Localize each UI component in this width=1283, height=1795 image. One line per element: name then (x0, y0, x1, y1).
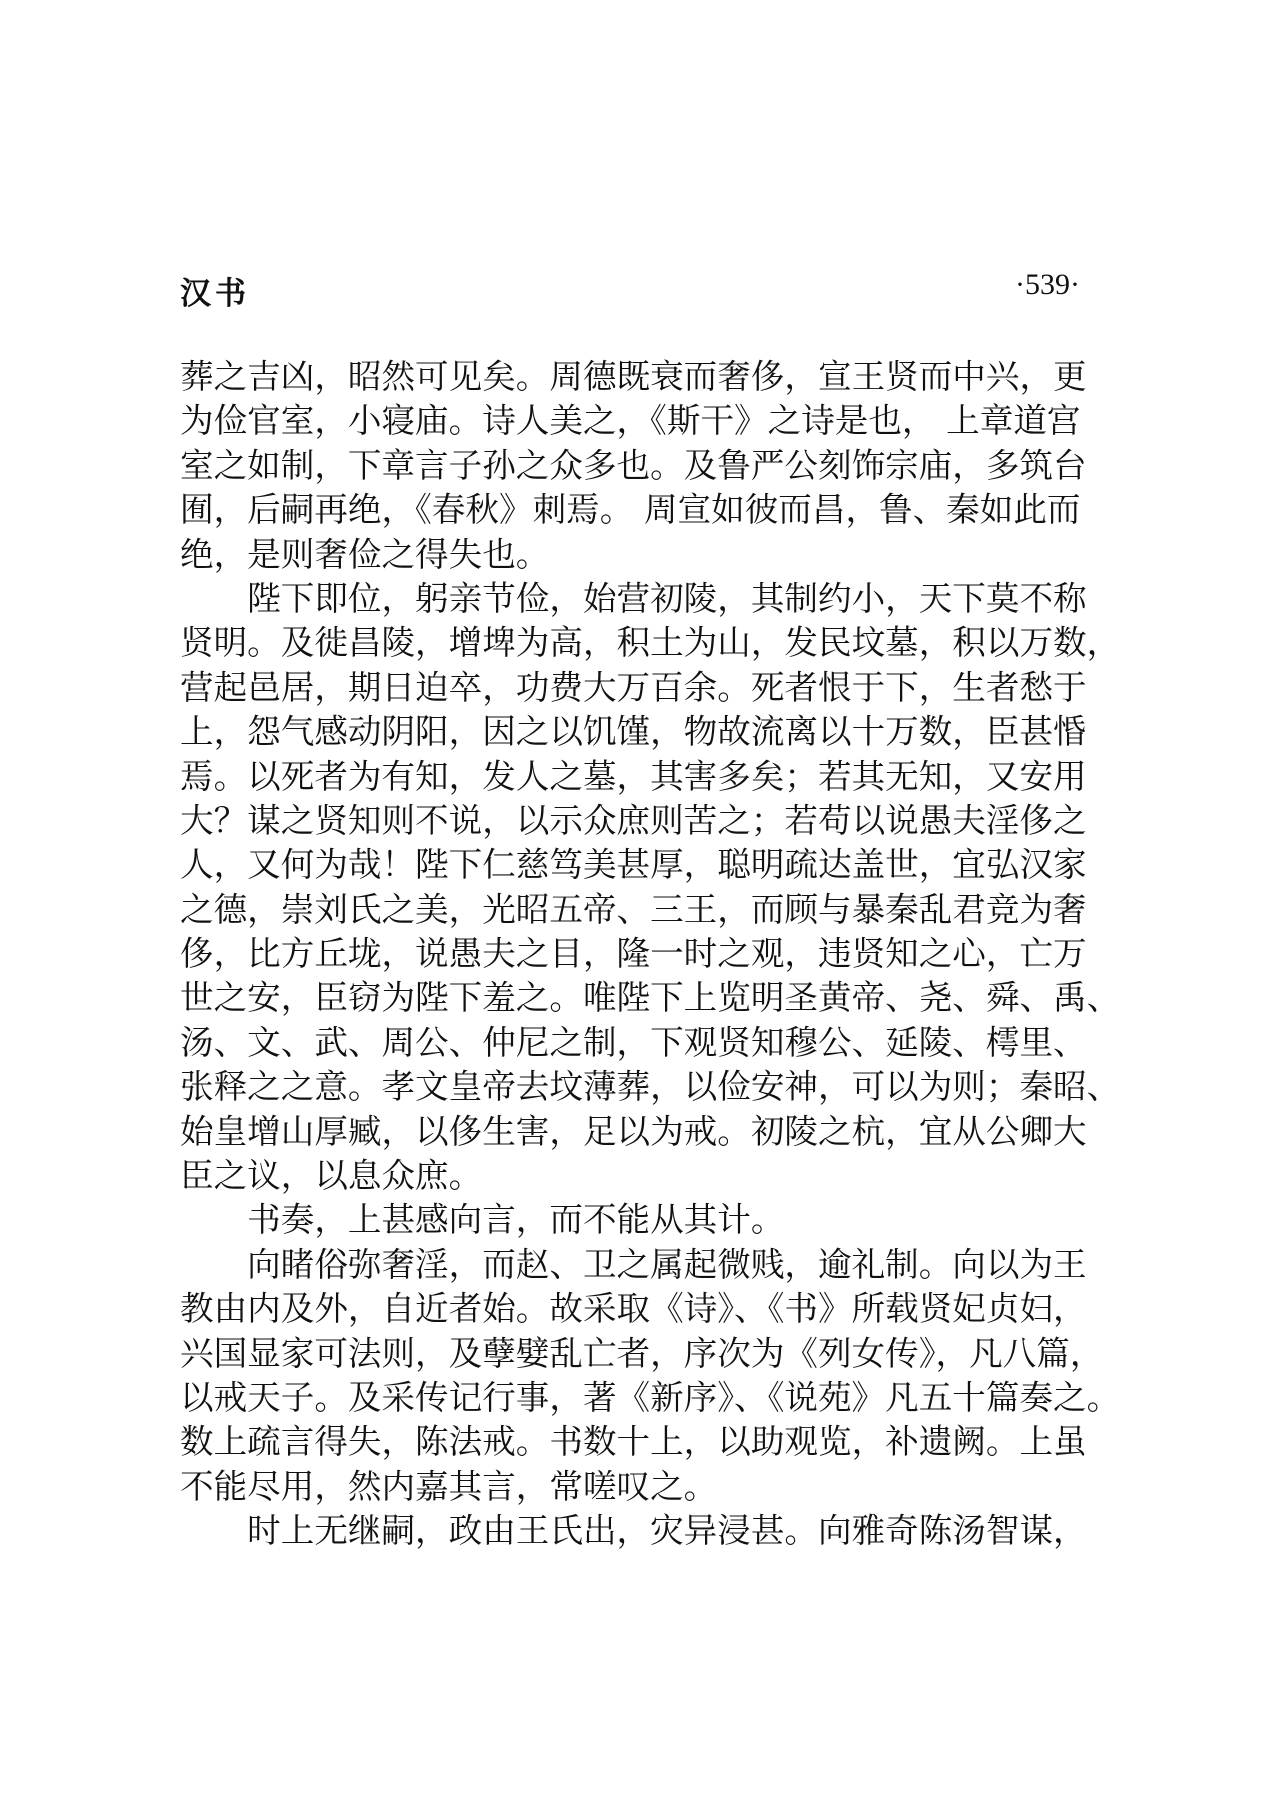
text-line: 以戒天子。及采传记行事，著《新序》、《说苑》凡五十篇奏之。 (180, 1377, 1121, 1417)
text-line: 不能尽用，然内嘉其言，常嗟叹之。 (180, 1466, 718, 1506)
body-text (180, 355, 1121, 1554)
text-line: 葬之吉凶，昭然可见矣。周德既衰而奢侈，宣王贤而中兴，更 (180, 357, 1087, 396)
text-line: 汤、文、武、周公、仲尼之制，下观贤知穆公、延陵、樗里、 (180, 1022, 1087, 1062)
text-line: 室之如制，下章言子孙之众多也。及鲁严公刻饰宗庙，多筑台 (180, 445, 1087, 485)
text-line: 为俭官室，小寝庙。诗人美之，《斯干》之诗是也， 上章道宫 (180, 401, 1081, 441)
text-line: 兴国显家可法则，及孽嬖乱亡者，序次为《列女传》，凡八篇， (180, 1333, 1104, 1373)
text-line: 时上无继嗣，政由王氏出，灾异浸甚。向雅奇陈汤智谋， (180, 1511, 1087, 1551)
text-line: 侈，比方丘垅，说愚夫之目，隆一时之观，违贤知之心，亡万 (180, 934, 1087, 974)
text-line: 上，怨气感动阴阳，因之以饥馑，物故流离以十万数，臣甚惛 (180, 712, 1087, 752)
text-line: 向睹俗弥奢淫，而赵、卫之属起微贱，逾礼制。向以为王 (180, 1244, 1087, 1284)
running-header-title: 汉书 (180, 276, 250, 312)
text-line: 焉。以死者为有知，发人之墓，其害多矣；若其无知，又安用 (180, 756, 1087, 796)
text-line: 教由内及外，自近者始。故采取《诗》、《书》所载贤妃贞妇， (180, 1289, 1087, 1329)
text-line: 数上疏言得失，陈法戒。书数十上，以助观览，补遗阙。上虽 (180, 1422, 1087, 1462)
text-line: 陛下即位，躬亲节俭，始营初陵，其制约小，天下莫不称 (180, 578, 1087, 618)
text-line: 臣之议，以息众庶。 (180, 1156, 483, 1196)
text-line: 世之安，臣窃为陛下羞之。唯陛下上览明圣黄帝、尧、舜、禹、 (180, 978, 1121, 1018)
text-line: 大？谋之贤知则不说，以示众庶则苦之；若苟以说愚夫淫侈之 (180, 800, 1087, 840)
text-line: 人，又何为哉！陛下仁慈笃美甚厚，聪明疏达盖世，宜弘汉家 (180, 845, 1087, 885)
text-line: 始皇增山厚臧，以侈生害，足以为戒。初陵之杭，宜从公卿大 (180, 1111, 1087, 1151)
page-number: ·539· (1015, 268, 1080, 301)
text-line: 绝，是则奢俭之得失也。 (180, 534, 550, 574)
text-line: 囿，后嗣再绝，《春秋》刺焉。 周宣如彼而昌，鲁、秦如此而 (180, 490, 1081, 530)
text-line: 书奏，上甚感向言，而不能从其计。 (180, 1200, 785, 1240)
text-line: 营起邑居，期日迫卒，功费大万百余。死者恨于下，生者愁于 (180, 667, 1087, 707)
text-line: 贤明。及徙昌陵，增埤为高，积土为山，发民坟墓，积以万数， (180, 623, 1121, 663)
text-line: 张释之之意。孝文皇帝去坟薄葬，以俭安神，可以为则；秦昭、 (180, 1067, 1121, 1107)
text-line: 之德，崇刘氏之美，光昭五帝、三王，而顾与暴秦乱君竞为奢 (180, 889, 1087, 929)
